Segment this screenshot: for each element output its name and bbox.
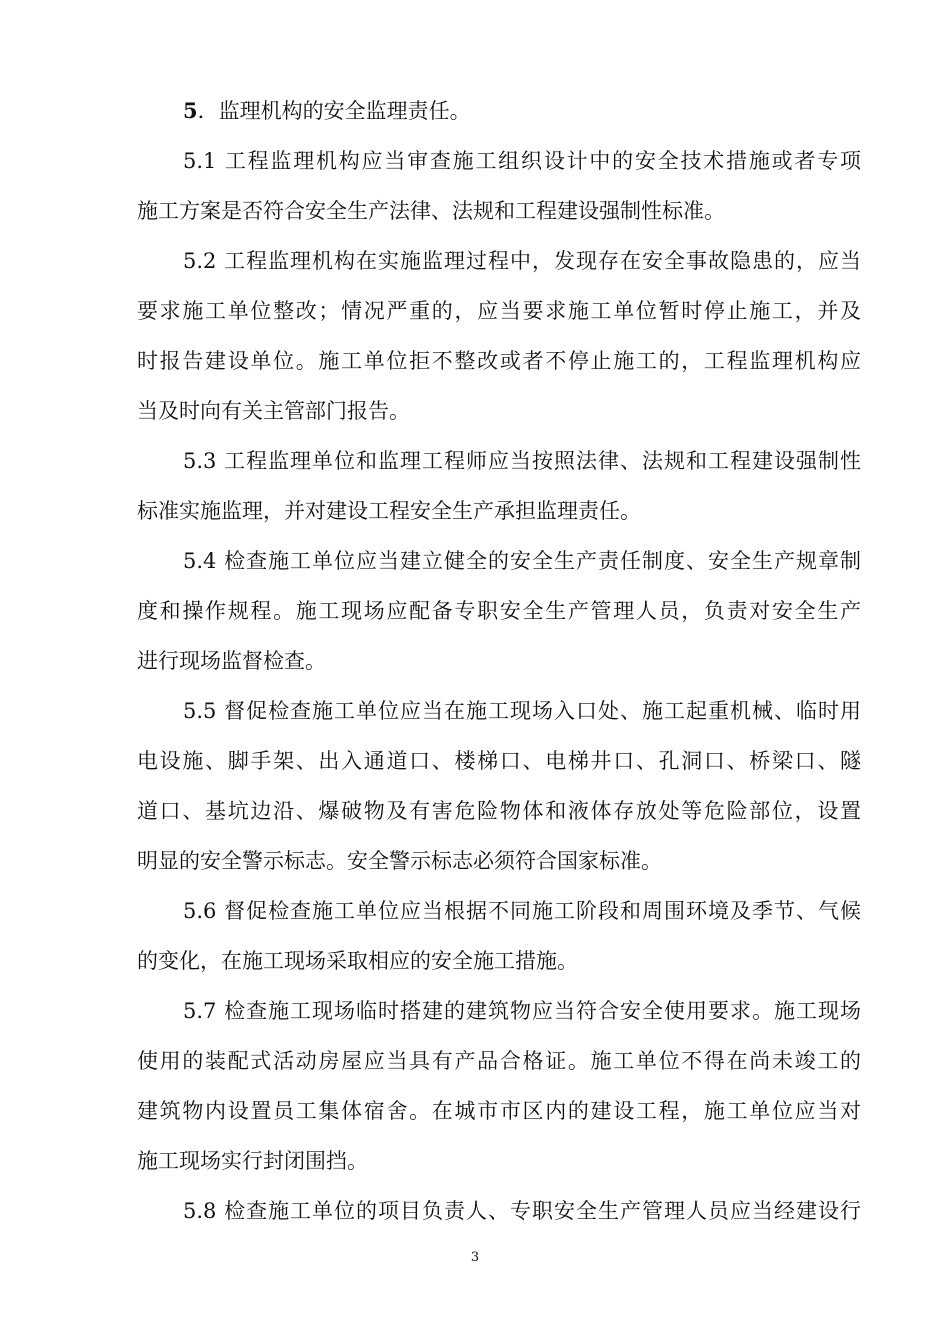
paragraph-5-5-line-2: 电设施、脚手架、出入通道口、楼梯口、电梯井口、孔洞口、桥梁口、隧 — [137, 749, 861, 773]
paragraph-5-6-line-2: 的变化，在施工现场采取相应的安全施工措施。 — [137, 949, 578, 973]
section-title: ．监理机构的安全监理责任。 — [197, 99, 471, 123]
paragraph-5-6-line-1: 5.6 督促检查施工单位应当根据不同施工阶段和周围环境及季节、气候 — [183, 899, 861, 923]
page-number: 3 — [470, 1250, 480, 1265]
section-heading — [183, 96, 861, 126]
paragraph-5-5-line-1: 5.5 督促检查施工单位应当在施工现场入口处、施工起重机械、临时用 — [183, 699, 861, 723]
paragraph-5-5-line-4: 明显的安全警示标志。安全警示标志必须符合国家标准。 — [137, 849, 662, 873]
paragraph-5-7-line-4: 施工现场实行封闭围挡。 — [137, 1149, 368, 1173]
paragraph-5-4-line-3: 进行现场监督检查。 — [137, 649, 326, 673]
paragraph-5-8-line-1: 5.8 检查施工单位的项目负责人、专职安全生产管理人员应当经建设行 — [183, 1199, 861, 1223]
paragraph-5-2-line-4: 当及时向有关主管部门报告。 — [137, 399, 410, 423]
paragraph-5-7-line-1: 5.7 检查施工现场临时搭建的建筑物应当符合安全使用要求。施工现场 — [183, 999, 861, 1023]
paragraph-5-1-line-1: 5.1 工程监理机构应当审查施工组织设计中的安全技术措施或者专项 — [183, 149, 861, 173]
paragraph-5-2-line-2: 要求施工单位整改；情况严重的，应当要求施工单位暂时停止施工，并及 — [137, 299, 861, 323]
paragraph-5-7-line-3: 建筑物内设置员工集体宿舍。在城市市区内的建设工程，施工单位应当对 — [137, 1099, 861, 1123]
section-number: 5 — [183, 98, 198, 123]
paragraph-5-7-line-2: 使用的装配式活动房屋应当具有产品合格证。施工单位不得在尚未竣工的 — [137, 1049, 861, 1073]
paragraph-5-2-line-3: 时报告建设单位。施工单位拒不整改或者不停止施工的，工程监理机构应 — [137, 349, 861, 373]
paragraph-5-3-line-1: 5.3 工程监理单位和监理工程师应当按照法律、法规和工程建设强制性 — [183, 449, 861, 473]
paragraph-5-4-line-1: 5.4 检查施工单位应当建立健全的安全生产责任制度、安全生产规章制 — [183, 549, 861, 573]
paragraph-5-1-line-2: 施工方案是否符合安全生产法律、法规和工程建设强制性标准。 — [137, 199, 725, 223]
paragraph-5-5-line-3: 道口、基坑边沿、爆破物及有害危险物体和液体存放处等危险部位，设置 — [137, 799, 861, 823]
paragraph-5-2-line-1: 5.2 工程监理机构在实施监理过程中，发现存在安全事故隐患的，应当 — [183, 249, 861, 273]
paragraph-5-4-line-2: 度和操作规程。施工现场应配备专职安全生产管理人员，负责对安全生产 — [137, 599, 861, 623]
paragraph-5-3-line-2: 标准实施监理，并对建设工程安全生产承担监理责任。 — [137, 499, 641, 523]
